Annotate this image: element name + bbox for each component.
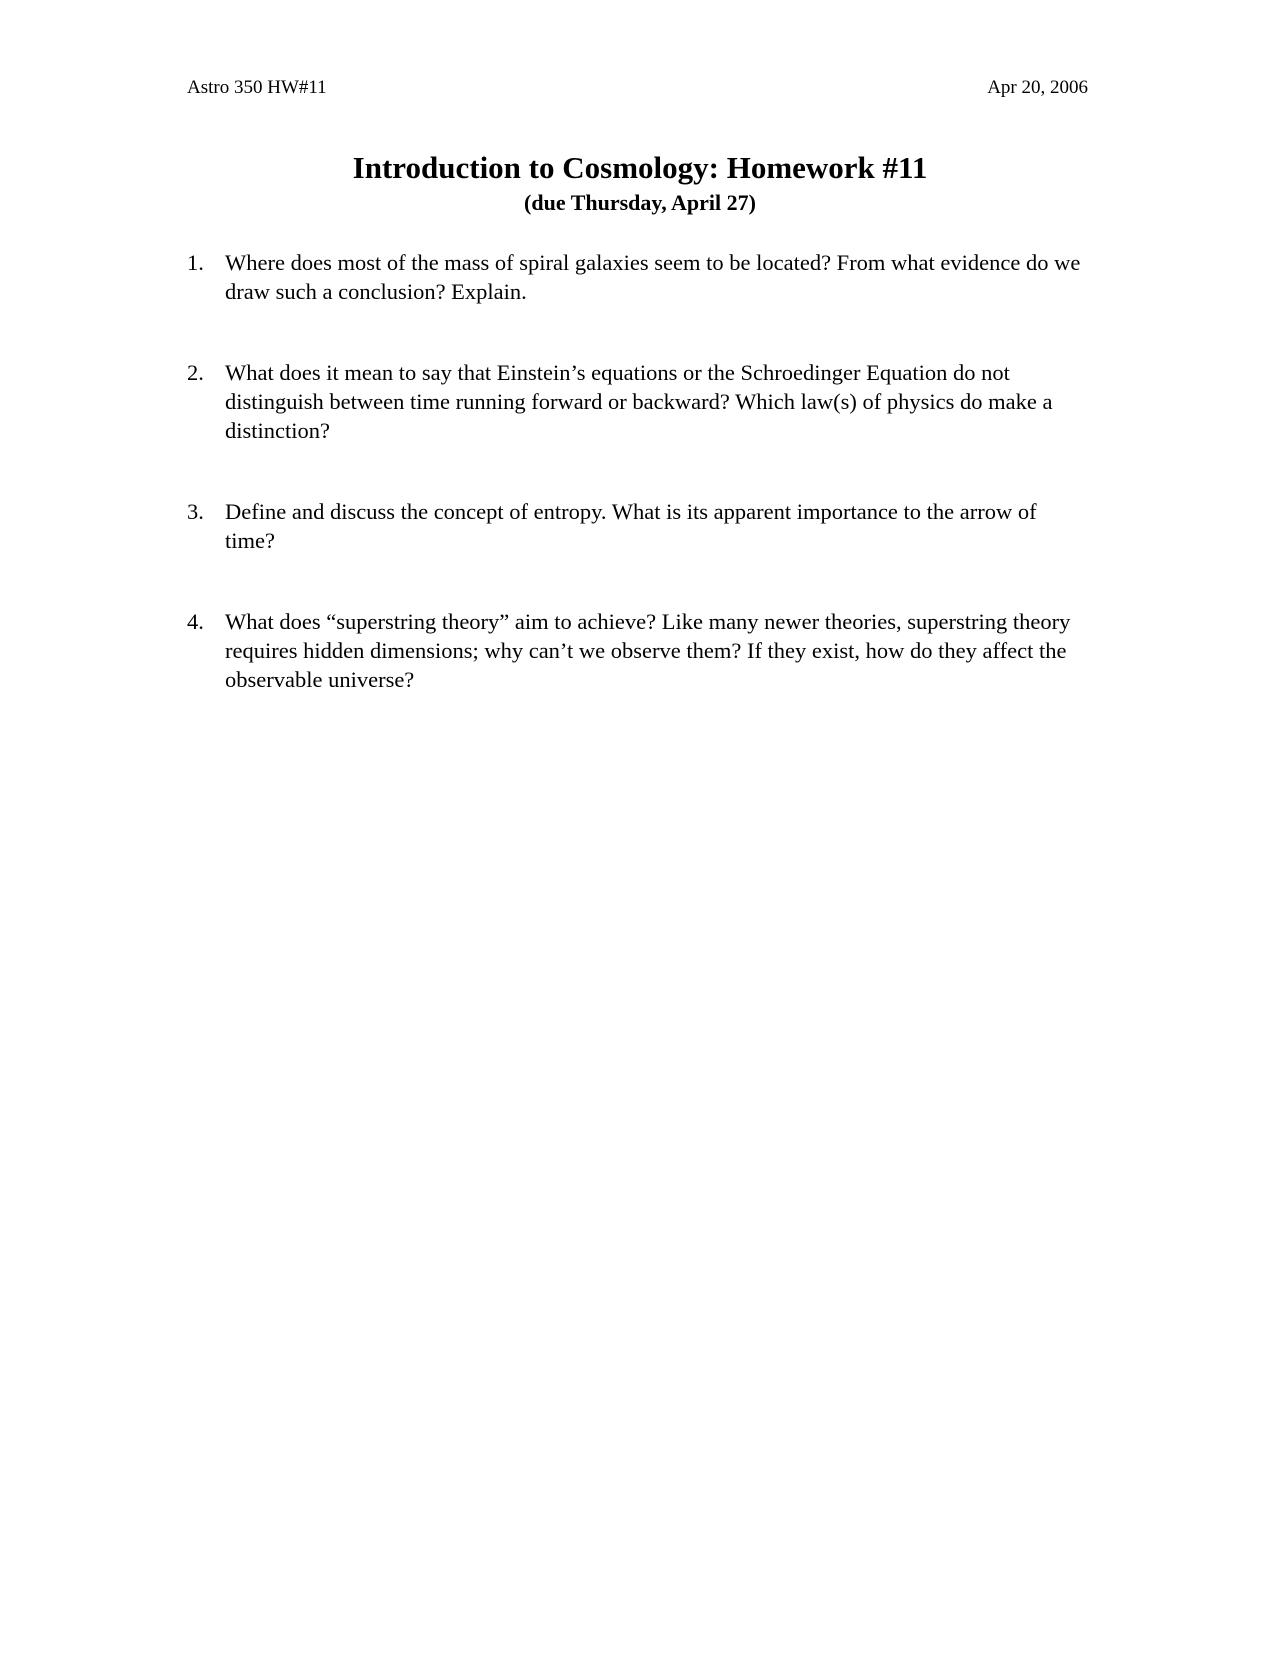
question-text: What does “superstring theory” aim to achieve? Like many newer theories, superstring theory requires hidden dimensions; why can’t we observe them? If they exist, how do they affect the observable universe? (225, 609, 1071, 692)
question-number: 3. (187, 499, 204, 524)
question-number: 4. (187, 609, 204, 634)
page-title: Introduction to Cosmology: Homework #11 (352, 150, 928, 185)
question-list (187, 248, 1087, 694)
date-header: Apr 20, 2006 (987, 77, 1088, 98)
question-item (187, 248, 1087, 306)
question-item (187, 497, 1087, 555)
question-number: 2. (187, 360, 204, 385)
question-number: 1. (187, 250, 204, 275)
course-header: Astro 350 HW#11 (187, 77, 327, 98)
question-text: What does it mean to say that Einstein’s equations or the Schroedinger Equation do not distinguish between time running forward or backward? Which law(s) of physics do make a distinction? (225, 360, 1053, 443)
due-date-subtitle: (due Thursday, April 27) (524, 190, 756, 215)
question-text: Where does most of the mass of spiral galaxies seem to be located? From what evidence do we draw such a conclusion? Explain. (225, 250, 1081, 304)
question-item (187, 607, 1087, 694)
question-text: Define and discuss the concept of entropy. What is its apparent importance to the arrow of time? (225, 499, 1037, 553)
question-item (187, 358, 1087, 445)
